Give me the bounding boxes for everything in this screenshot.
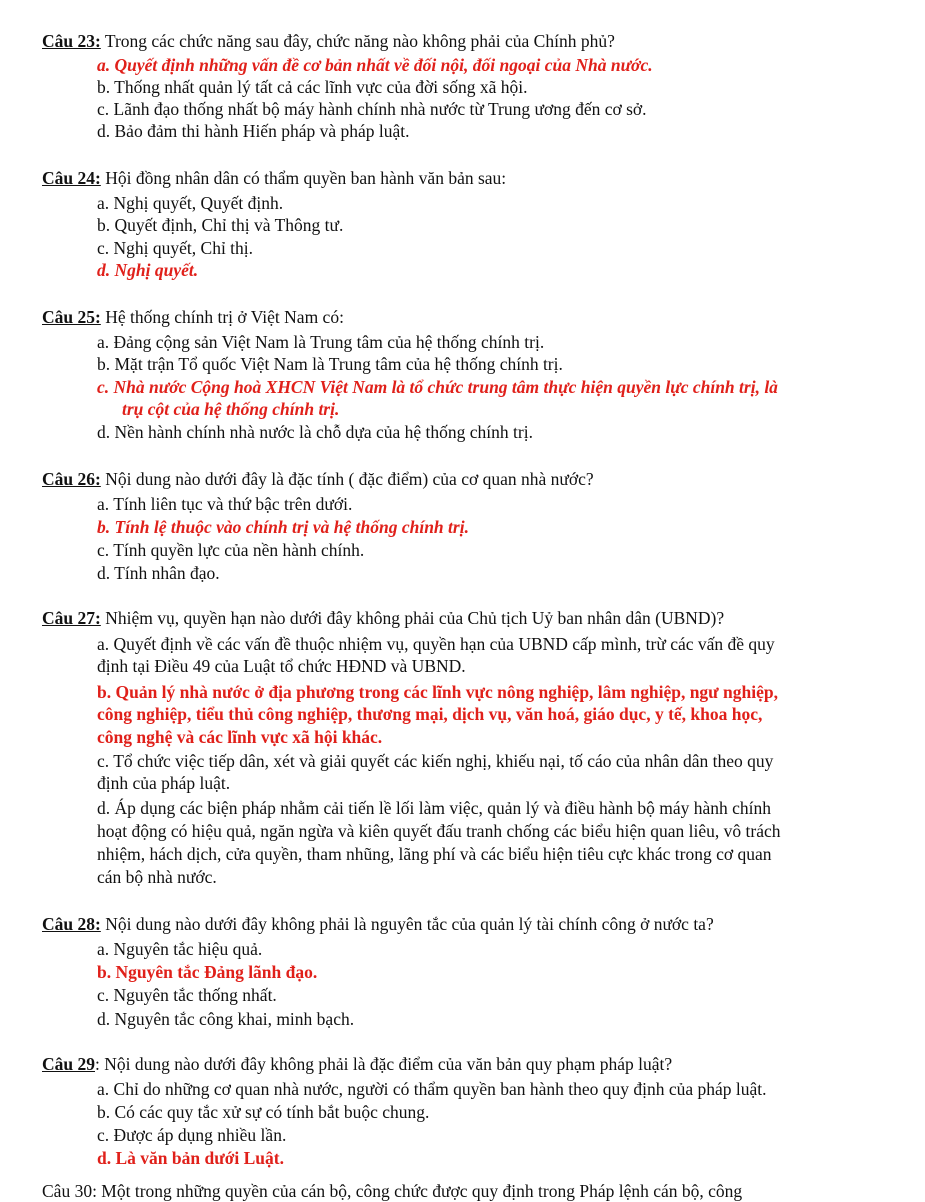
option-27a-line1: a. Quyết định về các vấn đề thuộc nhiệm vụ, quyền hạn của UBND cấp mình, trừ các vấn đề quy — [97, 634, 775, 654]
option-28d: d. Nguyên tắc công khai, minh bạch. — [97, 1009, 355, 1029]
option-26a: a. Tính liên tục và thứ bậc trên dưới. — [97, 494, 353, 514]
option-27d-line4: cán bộ nhà nước. — [97, 867, 217, 887]
option-28c: c. Nguyên tắc thống nhất. — [97, 985, 277, 1005]
option-27b-line1: b. Quản lý nhà nước ở địa phương trong các lĩnh vực nông nghiệp, lâm nghiệp, ngư nghiệp, — [97, 682, 779, 702]
question-number: Câu 29 — [42, 1054, 95, 1074]
option-29b: b. Có các quy tắc xử sự có tính bắt buộc chung. — [97, 1102, 430, 1122]
option-27d-line3: nhiệm, hách dịch, cửa quyền, tham nhũng, lãng phí và các biểu hiện tiêu cực khác trong cơ quan — [97, 844, 772, 864]
option-23c: c. Lãnh đạo thống nhất bộ máy hành chính nhà nước từ Trung ương đến cơ sở. — [97, 99, 647, 119]
option-23b: b. Thống nhất quản lý tất cả các lĩnh vực của đời sống xã hội. — [97, 77, 528, 97]
question-number: Câu 26: — [42, 469, 101, 489]
question-23 — [42, 30, 615, 52]
option-26d: d. Tính nhân đạo. — [97, 563, 220, 583]
option-26c: c. Tính quyền lực của nền hành chính. — [97, 540, 365, 560]
option-27c-line1: c. Tổ chức việc tiếp dân, xét và giải quyết các kiến nghị, khiếu nại, tố cáo của nhân dân theo quy — [97, 751, 774, 771]
question-text: Nhiệm vụ, quyền hạn nào dưới đây không phải của Chủ tịch Uỷ ban nhân dân (UBND)? — [100, 608, 725, 628]
option-28b: b. Nguyên tắc Đảng lãnh đạo. — [97, 962, 318, 982]
option-25d: d. Nền hành chính nhà nước là chỗ dựa của hệ thống chính trị. — [97, 422, 533, 442]
option-24d: d. Nghị quyết. — [97, 260, 199, 280]
question-text: Hệ thống chính trị ở Việt Nam có: — [100, 307, 344, 327]
question-number: Câu 24: — [42, 168, 101, 188]
question-30-cutoff: Câu 30: Một trong những quyền của cán bộ, công chức được quy định trong Pháp lệnh cán bộ, công — [42, 1181, 743, 1201]
question-24 — [42, 167, 506, 189]
question-28 — [42, 913, 714, 935]
option-25c-line2: trụ cột của hệ thống chính trị. — [122, 399, 340, 419]
option-27a-line2: định tại Điều 49 của Luật tổ chức HĐND và UBND. — [97, 656, 466, 676]
option-23a: a. Quyết định những vấn đề cơ bản nhất về đối nội, đối ngoại của Nhà nước. — [97, 55, 653, 75]
option-23d: d. Bảo đảm thi hành Hiến pháp và pháp luật. — [97, 121, 410, 141]
question-text: Nội dung nào dưới đây là đặc tính ( đặc điểm) của cơ quan nhà nước? — [100, 469, 594, 489]
option-25c-line1: c. Nhà nước Cộng hoà XHCN Việt Nam là tổ chức trung tâm thực hiện quyền lực chính trị, là — [97, 377, 778, 397]
option-27d-line1: d. Áp dụng các biện pháp nhằm cải tiến lề lối làm việc, quản lý và điều hành bộ máy hành chính — [97, 798, 772, 818]
option-25a: a. Đảng cộng sản Việt Nam là Trung tâm của hệ thống chính trị. — [97, 332, 545, 352]
question-text: : Nội dung nào dưới đây không phải là đặc điểm của văn bản quy phạm pháp luật? — [95, 1054, 673, 1074]
option-24a: a. Nghị quyết, Quyết định. — [97, 193, 284, 213]
option-29d: d. Là văn bản dưới Luật. — [97, 1148, 284, 1168]
option-29a: a. Chỉ do những cơ quan nhà nước, người có thẩm quyền ban hành theo quy định của pháp luật. — [97, 1079, 767, 1099]
question-text: Nội dung nào dưới đây không phải là nguyên tắc của quản lý tài chính công ở nước ta? — [100, 914, 714, 934]
option-27b-line3: công nghệ và các lĩnh vực xã hội khác. — [97, 727, 383, 747]
question-number: Câu 23: — [42, 31, 101, 51]
option-25b: b. Mặt trận Tổ quốc Việt Nam là Trung tâm của hệ thống chính trị. — [97, 354, 563, 374]
question-25 — [42, 306, 344, 328]
option-29c: c. Được áp dụng nhiều lần. — [97, 1125, 287, 1145]
option-24c: c. Nghị quyết, Chỉ thị. — [97, 238, 254, 258]
option-27c-line2: định của pháp luật. — [97, 773, 231, 793]
question-number: Câu 27: — [42, 608, 101, 628]
question-29 — [42, 1053, 672, 1075]
option-28a: a. Nguyên tắc hiệu quả. — [97, 939, 263, 959]
option-26b: b. Tính lệ thuộc vào chính trị và hệ thống chính trị. — [97, 517, 469, 537]
option-24b: b. Quyết định, Chỉ thị và Thông tư. — [97, 215, 344, 235]
question-27 — [42, 607, 724, 629]
question-number: Câu 28: — [42, 914, 101, 934]
question-number: Câu 25: — [42, 307, 101, 327]
question-text: Trong các chức năng sau đây, chức năng nào không phải của Chính phủ? — [100, 31, 615, 51]
option-27d-line2: hoạt động có hiệu quả, ngăn ngừa và kiên quyết đấu tranh chống các biểu hiện quan liêu, vô trách — [97, 821, 781, 841]
question-text: Hội đồng nhân dân có thẩm quyền ban hành văn bản sau: — [100, 168, 507, 188]
option-27b-line2: công nghiệp, tiểu thủ công nghiệp, thương mại, dịch vụ, văn hoá, giáo dục, y tế, khoa học, — [97, 704, 763, 724]
question-26 — [42, 468, 594, 490]
